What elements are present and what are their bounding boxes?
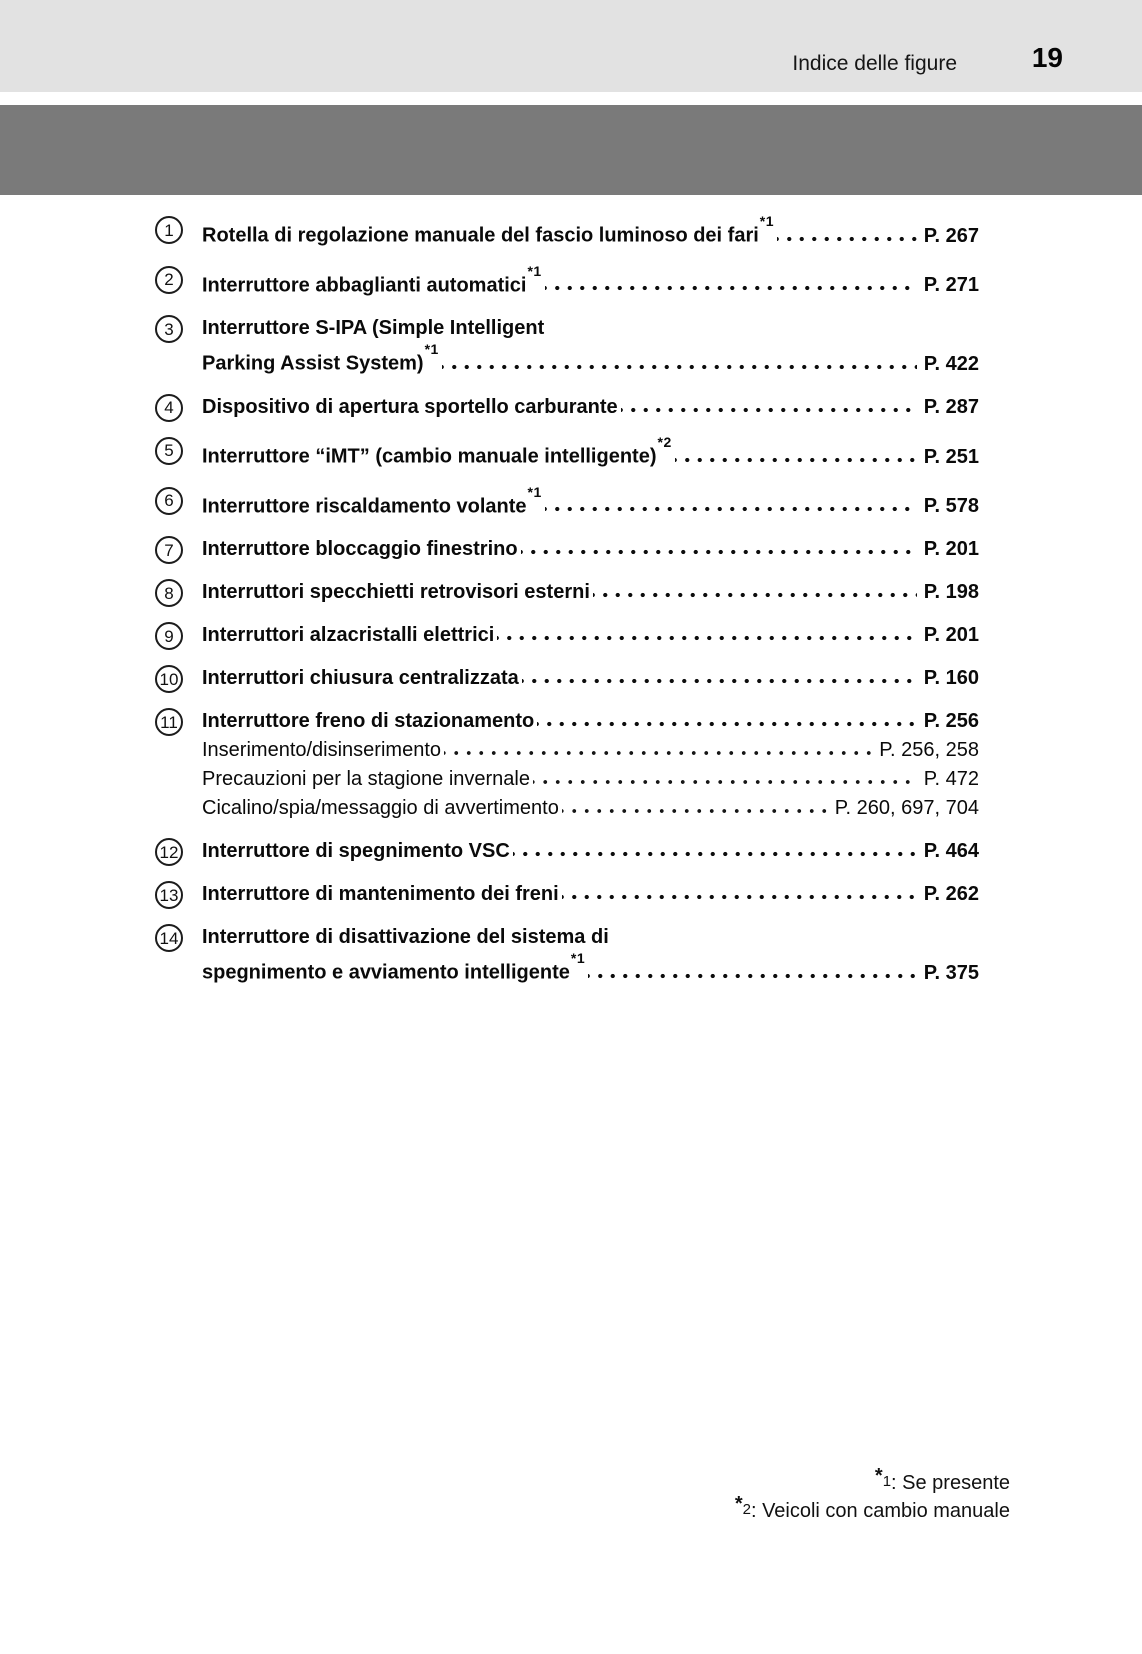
toc-entry[interactable]	[155, 535, 979, 564]
dot-leader	[513, 841, 917, 857]
footnote-num: 1	[882, 1473, 892, 1490]
entry-number-badge: 12	[155, 838, 183, 866]
toc-entry[interactable]	[155, 837, 979, 866]
toc-entry[interactable]	[155, 393, 979, 422]
footnote-marker: *2	[657, 433, 672, 450]
page-reference: P. 256, 258	[879, 739, 979, 762]
toc-entry[interactable]	[155, 433, 979, 472]
dot-leader	[533, 769, 917, 785]
toc-entry[interactable]	[155, 880, 979, 909]
page-reference: P. 267	[923, 224, 979, 247]
entry-line	[202, 880, 979, 909]
entry-body	[202, 837, 979, 866]
page-reference: P. 287	[923, 395, 979, 418]
page-reference: P. 251	[923, 445, 979, 468]
dot-leader	[442, 354, 917, 370]
entry-number-badge: 9	[155, 622, 183, 650]
entry-line	[202, 483, 979, 522]
dot-leader	[521, 539, 917, 555]
entry-line-label: Interruttore di disattivazione del sistema di	[202, 926, 609, 949]
dot-leader	[562, 884, 917, 900]
footnote-text: : Veicoli con cambio manuale	[750, 1500, 1010, 1522]
toc-entry[interactable]	[155, 664, 979, 693]
dot-leader	[545, 275, 917, 291]
footnote-1	[735, 1465, 1010, 1498]
entry-number-badge: 14	[155, 924, 183, 952]
entry-number-badge: 11	[155, 708, 183, 736]
page-reference: P. 262	[923, 883, 979, 906]
entry-line-label: Interruttore “iMT” (cambio manuale intelligente)$^{*2}$	[202, 433, 672, 468]
entry-number-badge: 6	[155, 487, 183, 515]
toc-entry[interactable]	[155, 262, 979, 301]
entry-line	[202, 707, 979, 736]
entry-body	[202, 262, 979, 301]
footnote-star: *	[734, 1493, 743, 1515]
page-reference: P. 201	[923, 538, 979, 561]
footnote-marker: *1	[424, 341, 439, 358]
entry-line-label: Interruttori specchietti retrovisori esterni	[202, 581, 590, 604]
entry-body	[202, 707, 979, 823]
entry-line	[202, 621, 979, 650]
entry-line-label: Interruttore di mantenimento dei freni	[202, 883, 559, 906]
entry-body	[202, 535, 979, 564]
entry-line	[202, 535, 979, 564]
dot-leader	[588, 963, 917, 979]
dot-leader	[444, 740, 872, 756]
sub-entry-line	[202, 765, 979, 794]
entry-number-badge: 8	[155, 579, 183, 607]
entry-number-badge: 10	[155, 665, 183, 693]
page-reference: P. 472	[923, 768, 979, 791]
sub-entry-line	[202, 794, 979, 823]
dot-leader	[522, 668, 917, 684]
entry-line-label: Interruttore bloccaggio finestrino	[202, 538, 518, 561]
toc-entry[interactable]	[155, 483, 979, 522]
entry-line	[202, 952, 979, 988]
page-reference: P. 422	[923, 352, 979, 375]
entry-number-badge: 3	[155, 315, 183, 343]
page-number: 19	[1031, 42, 1063, 73]
dot-leader	[621, 397, 917, 413]
entry-number-badge: 2	[155, 266, 183, 294]
section-divider-band	[0, 105, 1142, 195]
entry-body	[202, 433, 979, 472]
footnote-marker: *1	[527, 262, 542, 279]
dot-leader	[593, 582, 917, 598]
sub-entry-line-label: Precauzioni per la stagione invernale	[202, 768, 530, 791]
entry-line-label: Interruttore abbaglianti automatici$^{*1}$	[202, 262, 542, 297]
page-reference: P. 198	[923, 581, 979, 604]
figure-index-list	[155, 215, 979, 1002]
entry-line	[202, 923, 979, 952]
toc-entry[interactable]	[155, 707, 979, 823]
entry-line	[202, 215, 979, 251]
entry-body	[202, 664, 979, 693]
entry-line	[202, 343, 979, 379]
toc-entry[interactable]	[155, 621, 979, 650]
entry-line	[202, 433, 979, 472]
entry-body	[202, 578, 979, 607]
dot-leader	[777, 226, 917, 242]
entry-body	[202, 314, 979, 379]
entry-line-label: Interruttori chiusura centralizzata	[202, 667, 519, 690]
toc-entry[interactable]	[155, 578, 979, 607]
page-reference: P. 464	[923, 840, 979, 863]
entry-body	[202, 880, 979, 909]
entry-number-badge: 13	[155, 881, 183, 909]
page-reference: P. 160	[923, 667, 979, 690]
footnote-text: : Se presente	[891, 1472, 1010, 1494]
page-reference: P. 578	[923, 495, 979, 518]
entry-line	[202, 664, 979, 693]
entry-number-badge: 7	[155, 536, 183, 564]
toc-entry[interactable]	[155, 215, 979, 251]
header-title: Indice delle figure	[792, 52, 957, 75]
entry-line	[202, 314, 979, 343]
toc-entry[interactable]	[155, 314, 979, 379]
entry-line	[202, 578, 979, 607]
entry-body	[202, 215, 979, 251]
sub-entry-line	[202, 736, 979, 765]
entry-line	[202, 262, 979, 301]
header-band	[0, 0, 1142, 92]
entry-line-label: spegnimento e avviamento intelligente$^{*1}$	[202, 950, 586, 984]
footnote-star: *	[874, 1465, 883, 1487]
entry-line	[202, 837, 979, 866]
entry-line-label: Parking Assist System)$^{*1}$	[202, 341, 439, 375]
dot-leader	[562, 798, 828, 814]
entry-number-badge: 1	[155, 216, 183, 244]
page-reference: P. 375	[923, 961, 979, 984]
toc-entry[interactable]	[155, 923, 979, 988]
footnotes	[734, 1465, 1010, 1526]
entry-line-label: Interruttore riscaldamento volante$^{*1}$	[202, 483, 542, 518]
dot-leader	[545, 496, 917, 512]
page-reference: P. 271	[923, 274, 979, 297]
entry-body	[202, 621, 979, 650]
footnote-2	[734, 1493, 1010, 1526]
entry-line-label: Rotella di regolazione manuale del fascio luminoso dei fari$^{*1}$	[202, 213, 775, 247]
sub-entry-line-label: Cicalino/spia/messaggio di avvertimento	[202, 797, 559, 820]
footnote-marker: *1	[759, 213, 775, 229]
entry-number-badge: 5	[155, 437, 183, 465]
entry-body	[202, 923, 979, 988]
entry-line	[202, 393, 979, 422]
dot-leader	[497, 625, 916, 641]
footnote-num: 2	[742, 1501, 751, 1518]
entry-line-label: Interruttore freno di stazionamento	[202, 710, 535, 733]
page-reference: P. 260, 697, 704	[834, 797, 979, 820]
entry-number-badge: 4	[155, 394, 183, 422]
entry-body	[202, 483, 979, 522]
footnote-marker: *1	[527, 483, 542, 500]
entry-line-label: Interruttore di spegnimento VSC	[202, 840, 510, 863]
entry-line-label: Interruttori alzacristalli elettrici	[202, 624, 495, 647]
footnote-marker: *1	[570, 950, 586, 967]
entry-line-label: Dispositivo di apertura sportello carburante	[202, 395, 618, 418]
dot-leader	[537, 711, 917, 727]
entry-line-label: Interruttore S-IPA (Simple Intelligent	[202, 317, 545, 340]
entry-body	[202, 393, 979, 422]
sub-entry-line-label: Inserimento/disinserimento	[202, 739, 441, 762]
page-reference: P. 201	[923, 624, 979, 647]
page-reference: P. 256	[923, 710, 979, 733]
dot-leader	[675, 447, 917, 463]
